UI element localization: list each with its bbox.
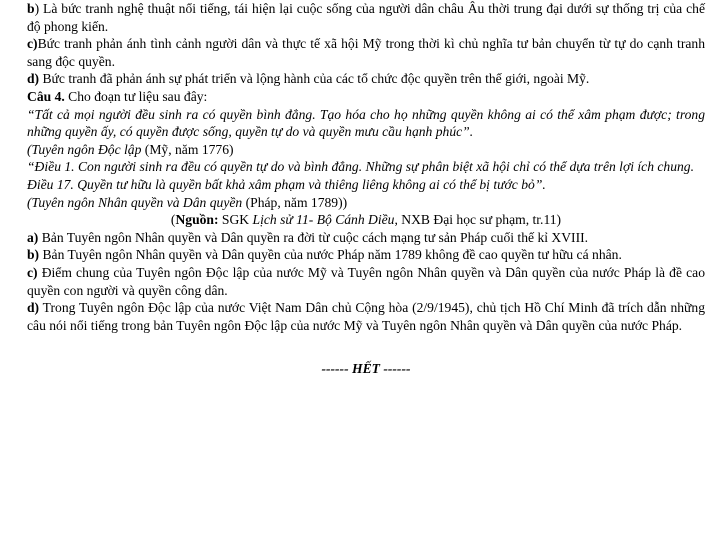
document-page bbox=[27, 0, 705, 378]
quote-2-article-1 bbox=[27, 158, 705, 176]
source-line bbox=[27, 211, 705, 229]
source-label: Nguồn: bbox=[175, 212, 219, 228]
question-prompt: Cho đoạn tư liệu sau đây: bbox=[64, 88, 208, 104]
option-text: Bản Tuyên ngôn Nhân quyền và Dân quyền của nước Pháp năm 1789 không đề cao quyền tư hữu cá nhân. bbox=[39, 247, 622, 263]
citation-2-title: (Tuyên ngôn Nhân quyền và Dân quyền bbox=[27, 194, 243, 210]
source-book-title: Lịch sử 11- Bộ Cánh Diều bbox=[252, 212, 395, 228]
quote-1 bbox=[27, 106, 705, 141]
quote-2-article-17 bbox=[27, 176, 705, 194]
option-label: c) bbox=[27, 36, 38, 52]
citation-2 bbox=[27, 194, 705, 212]
citation-2-detail: (Pháp, năm 1789)) bbox=[242, 194, 348, 210]
statement-c-previous bbox=[27, 35, 705, 70]
citation-1-detail: (Mỹ, năm 1776) bbox=[141, 141, 234, 157]
source-open: ( bbox=[170, 212, 176, 228]
option-label: a) bbox=[27, 229, 39, 245]
option-label: c) bbox=[27, 264, 38, 280]
option-text: Bức tranh đã phản ánh sự phát triển và lộng hành của các tổ chức độc quyền trên thế giới, ngoài Mỹ. bbox=[39, 71, 590, 87]
question-4-heading bbox=[27, 88, 705, 106]
option-text: Là bức tranh nghệ thuật nổi tiếng, tái hiện lại cuộc sống của người dân châu Âu thời trung đại dưới sự thống trị của chế độ phong kiến. bbox=[27, 1, 705, 34]
option-label: b bbox=[27, 1, 35, 16]
option-text: Bản Tuyên ngôn Nhân quyền và Dân quyền ra đời từ cuộc cách mạng tư sản Pháp cuối thế kỉ XVIII. bbox=[38, 229, 589, 245]
option-label-sep: ) bbox=[34, 1, 40, 16]
option-label: d) bbox=[27, 300, 40, 316]
option-label: b) bbox=[27, 247, 40, 263]
end-mark bbox=[27, 360, 705, 378]
quote-2-line-2: Điều 17. Quyền tư hữu là quyền bất khả xâm phạm và thiêng liêng không ai có thể bị tước bỏ”. bbox=[27, 176, 546, 192]
end-mark-text: ------ HẾT ------ bbox=[321, 361, 411, 377]
statement-a bbox=[27, 229, 705, 247]
quote-2-line-1: “Điều 1. Con người sinh ra đều có quyền tự do và bình đẳng. Những sự phân biệt xã hội chỉ có thể dựa trên lợi ích chung. bbox=[27, 159, 695, 175]
option-label: d) bbox=[27, 71, 40, 87]
quote-1-text: “Tất cả mọi người đều sinh ra có quyền bình đẳng. Tạo hóa cho họ những quyền không ai có thể xâm phạm được; trong những quyền ấy, có quyền được sống, quyền tự do và quyền mưu cầu hạnh phúc”. bbox=[27, 106, 705, 140]
option-text: Điểm chung của Tuyên ngôn Độc lập của nước Mỹ và Tuyên ngôn Nhân quyền và Dân quyền của nước Pháp là đề cao quyền con người và quyền công dân. bbox=[27, 264, 705, 298]
option-text: Trong Tuyên ngôn Độc lập của nước Việt Nam Dân chủ Cộng hòa (2/9/1945), chủ tịch Hồ Chí Minh đã trích dẫn những câu nói nổi tiếng trong bản Tuyên ngôn Độc lập của nước Mỹ và Tuyên ngôn Nhân quyền và Dân quyền của nước Pháp. bbox=[27, 300, 705, 333]
statement-b bbox=[27, 246, 705, 264]
statement-d-previous bbox=[27, 70, 705, 88]
statement-b-previous bbox=[27, 0, 705, 35]
citation-1-title: (Tuyên ngôn Độc lập bbox=[27, 141, 142, 157]
question-label: Câu 4. bbox=[27, 88, 65, 104]
option-text: Bức tranh phản ánh tình cảnh người dân và thực tế xã hội Mỹ trong thời kì chủ nghĩa tư bản chuyển từ tự do cạnh tranh sang độc quyền. bbox=[27, 36, 705, 69]
source-sgk: SGK bbox=[218, 212, 253, 228]
statement-d bbox=[27, 299, 705, 334]
citation-1 bbox=[27, 141, 705, 159]
source-publisher: , NXB Đại học sư phạm, tr.11) bbox=[394, 212, 562, 228]
statement-c bbox=[27, 264, 705, 299]
